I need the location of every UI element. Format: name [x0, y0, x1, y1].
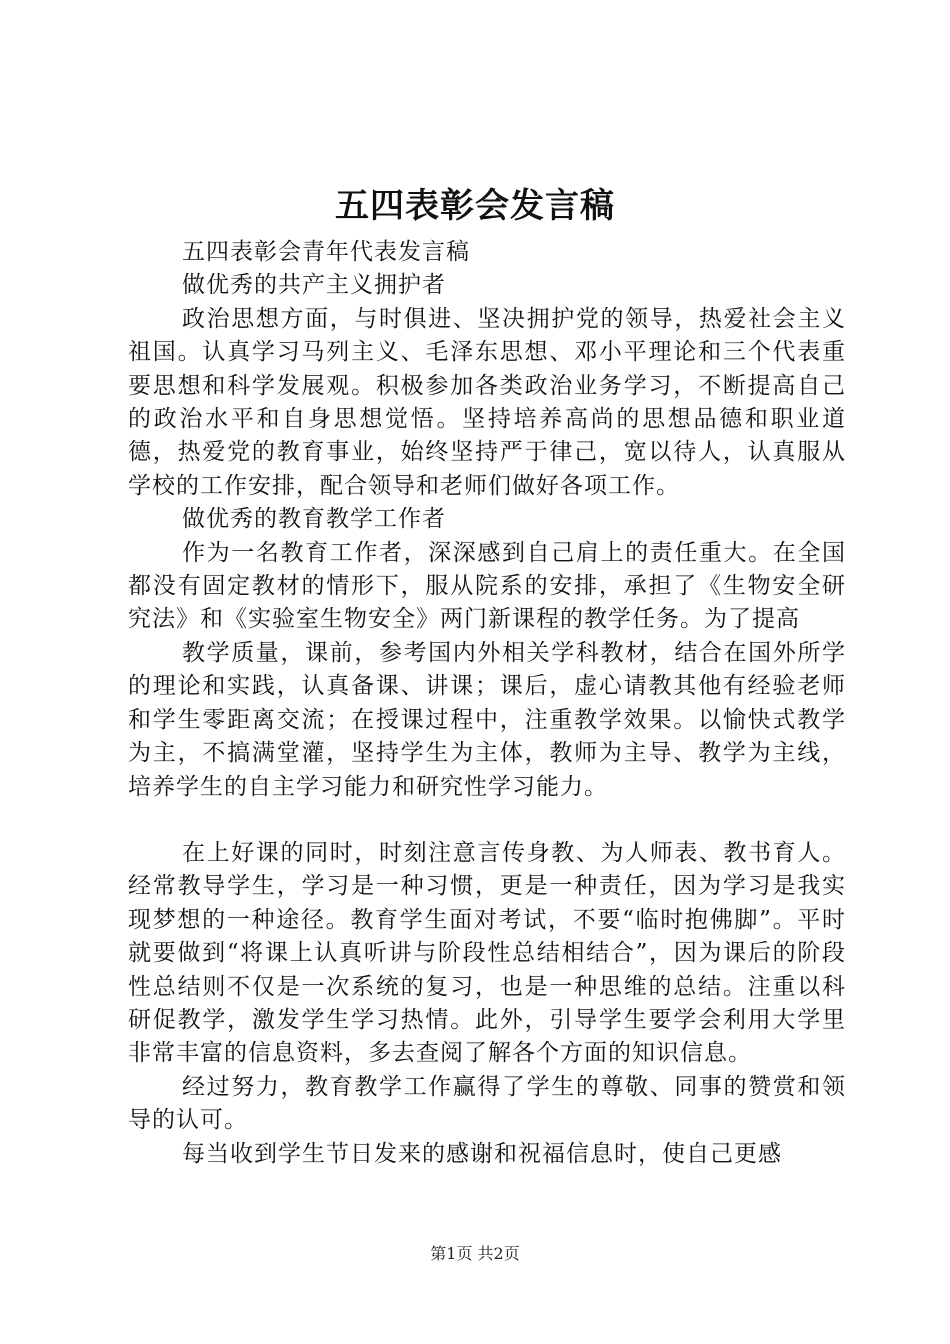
section-heading-teaching: 做优秀的教育教学工作者	[182, 506, 447, 533]
speech-subtitle: 五四表彰会青年代表发言稿	[182, 239, 471, 265]
section-heading-political: 做优秀的共产主义拥护者	[182, 272, 447, 299]
page-number-footer: 第1页 共2页	[430, 1244, 520, 1263]
document-title: 五四表彰会发言稿	[335, 186, 615, 226]
body-paragraph: 政治思想方面，与时俱进、坚决拥护党的领导，热爱社会主义祖国。认真学习马列主义、毛泽东思想、邓小平理论和三个代表重要思想和科学发展观。积极参加各类政治业务学习，不断提高自己的政治水平和自身思想觉悟。坚持培养高尚的思想品德和职业道德，热爱党的教育事业，始终坚持严于律己，宽以待人，认真服从学校的工作安排，配合领导和老师们做好各项工作。	[128, 305, 846, 499]
body-paragraph: 教学质量，课前，参考国内外相关学科教材，结合在国外所学的理论和实践，认真备课、讲课；课后，虚心请教其他有经验老师和学生零距离交流；在授课过程中，注重教学效果。以愉快式教学为主，不搞满堂灌，坚持学生为主体，教师为主导、教学为主线，培养学生的自主学习能力和研究性学习能力。	[128, 639, 846, 800]
body-paragraph: 在上好课的同时，时刻注意言传身教、为人师表、教书育人。经常教导学生，学习是一种习惯，更是一种责任，因为学习是我实现梦想的一种途径。教育学生面对考试，不要“临时抱佛脚”。平时就要做到“将课上认真听讲与阶段性总结相结合”，因为课后的阶段性总结则不仅是一次系统的复习，也是一种思维的总结。注重以科研促教学，激发学生学习热情。此外，引导学生要学会利用大学里非常丰富的信息资料，多去查阅了解各个方面的知识信息。	[128, 839, 846, 1067]
document-body	[128, 236, 846, 1171]
body-paragraph: 经过努力，教育教学工作赢得了学生的尊敬、同事的赞赏和领导的认可。	[128, 1073, 846, 1134]
body-paragraph: 作为一名教育工作者，深深感到自己肩上的责任重大。在全国都没有固定教材的情形下，服从院系的安排，承担了《生物安全研究法》和《实验室生物安全》两门新课程的教学任务。为了提高	[128, 539, 846, 633]
body-paragraph: 每当收到学生节日发来的感谢和祝福信息时，使自己更感	[182, 1140, 783, 1167]
